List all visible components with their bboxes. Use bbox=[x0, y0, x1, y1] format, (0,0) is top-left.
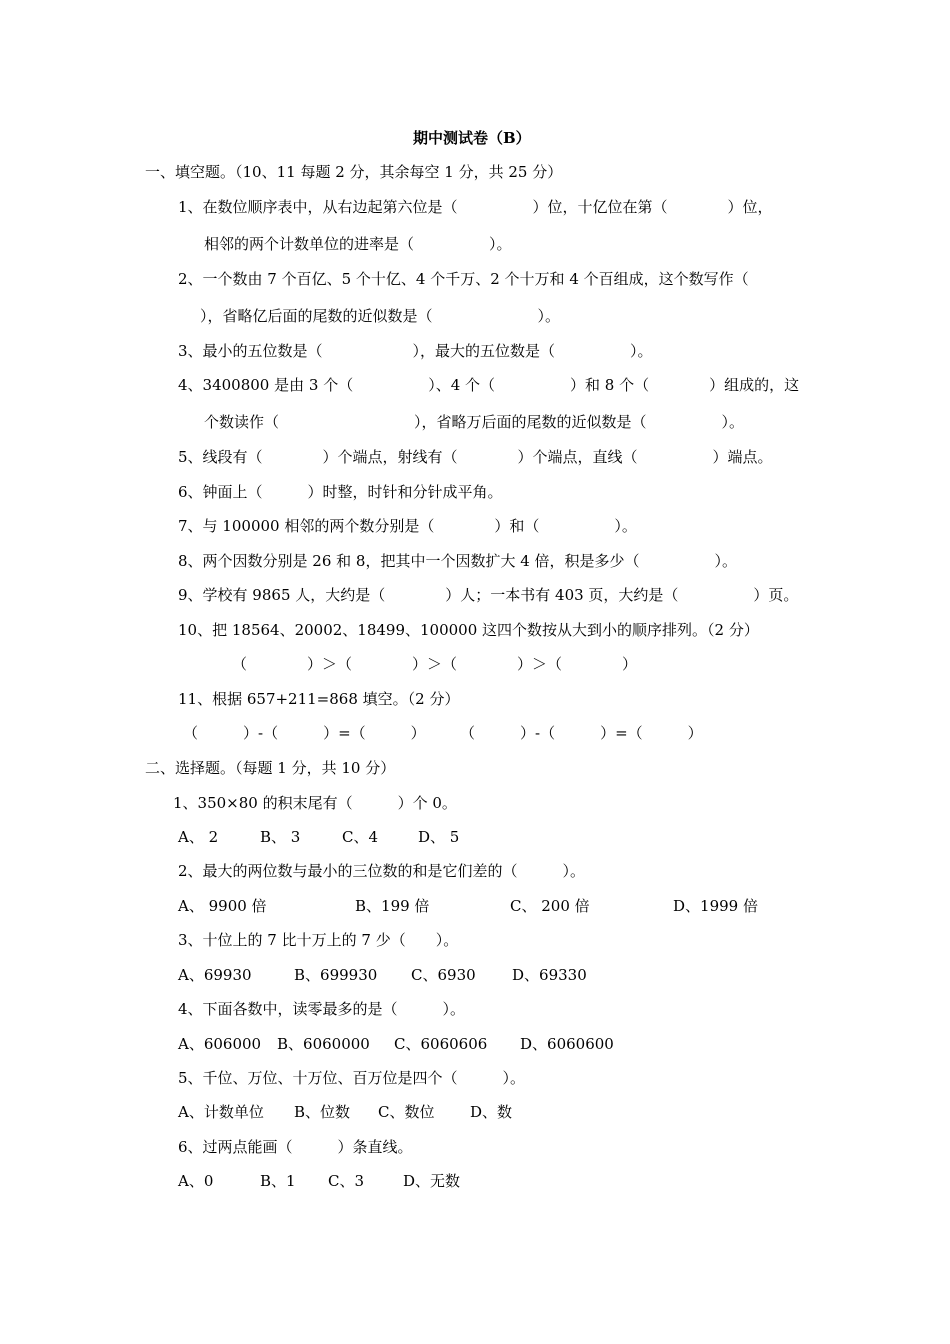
choice-q2-option-b: B、199 倍 bbox=[355, 897, 430, 915]
choice-q2-option-a: A、 9900 倍 bbox=[178, 897, 267, 915]
choice-q3-option-c: C、6930 bbox=[411, 966, 476, 984]
q11-answer-left: （ ）-（ ）=（ ） bbox=[183, 724, 426, 742]
q11-line: 11、根据 657+211=868 填空。（2 分） bbox=[178, 690, 460, 708]
q5-line: 5、线段有（ ）个端点，射线有（ ）个端点，直线（ ）端点。 bbox=[178, 448, 773, 466]
q7-line: 7、与 100000 相邻的两个数分别是（ ）和（ ）。 bbox=[178, 517, 637, 535]
q1-line-b: 相邻的两个计数单位的进率是（ ）。 bbox=[204, 235, 512, 253]
choice-q5-option-d: D、数 bbox=[470, 1103, 513, 1121]
choice-q4: 4、下面各数中，读零最多的是（ ）。 bbox=[178, 1000, 466, 1018]
choice-q6: 6、过两点能画（ ）条直线。 bbox=[178, 1138, 413, 1156]
choice-q4-option-a: A、606000 bbox=[178, 1035, 262, 1053]
choice-q3-option-d: D、69330 bbox=[512, 966, 587, 984]
q3-line: 3、最小的五位数是（ ），最大的五位数是（ ）。 bbox=[178, 342, 653, 360]
choice-q6-option-a: A、0 bbox=[178, 1172, 214, 1190]
choice-q2-option-d: D、1999 倍 bbox=[673, 897, 758, 915]
choice-q5-option-c: C、数位 bbox=[378, 1103, 435, 1121]
section1-heading: 一、填空题。（10、11 每题 2 分，其余每空 1 分，共 25 分） bbox=[145, 163, 563, 181]
choice-q5-option-a: A、计数单位 bbox=[178, 1103, 264, 1121]
page-title: 期中测试卷（B） bbox=[413, 129, 531, 147]
choice-q4-option-c: C、6060606 bbox=[394, 1035, 488, 1053]
q10-answer: （ ）＞（ ）＞（ ）＞（ ） bbox=[232, 655, 638, 673]
q2-line-b: ），省略亿后面的尾数的近似数是（ ）。 bbox=[200, 307, 561, 325]
choice-q4-option-d: D、6060600 bbox=[520, 1035, 614, 1053]
choice-q4-option-b: B、6060000 bbox=[277, 1035, 370, 1053]
q8-line: 8、两个因数分别是 26 和 8，把其中一个因数扩大 4 倍，积是多少（ ）。 bbox=[178, 552, 738, 570]
choice-q6-option-c: C、3 bbox=[328, 1172, 365, 1190]
choice-q2-option-c: C、 200 倍 bbox=[510, 897, 590, 915]
choice-q5-option-b: B、位数 bbox=[294, 1103, 351, 1121]
q11-answer-right: （ ）-（ ）=（ ） bbox=[460, 724, 703, 742]
choice-q6-option-d: D、无数 bbox=[403, 1172, 461, 1190]
choice-q2: 2、最大的两位数与最小的三位数的和是它们差的（ ）。 bbox=[178, 862, 586, 880]
choice-q1-option-d: D、 5 bbox=[418, 828, 460, 846]
choice-q3-option-a: A、69930 bbox=[178, 966, 252, 984]
q9-line: 9、学校有 9865 人，大约是（ ）人；一本书有 403 页，大约是（ ）页。 bbox=[178, 586, 799, 604]
q2-line-a: 2、一个数由 7 个百亿、5 个十亿、4 个千万、2 个十万和 4 个百组成，这个数写作（ bbox=[178, 270, 749, 288]
choice-q1-option-b: B、 3 bbox=[260, 828, 301, 846]
q10-line: 10、把 18564、20002、18499、100000 这四个数按从大到小的顺序排列。（2 分） bbox=[178, 621, 759, 639]
choice-q1-option-c: C、4 bbox=[342, 828, 379, 846]
section2-heading: 二、选择题。（每题 1 分，共 10 分） bbox=[145, 759, 396, 777]
q4-line-a: 4、3400800 是由 3 个（ ）、4 个（ ）和 8 个（ ）组成的，这 bbox=[178, 376, 800, 394]
choice-q1-option-a: A、 2 bbox=[178, 828, 219, 846]
q4-line-b: 个数读作（ ），省略万后面的尾数的近似数是（ ）。 bbox=[204, 413, 745, 431]
choice-q1: 1、350×80 的积末尾有（ ）个 0。 bbox=[173, 794, 457, 812]
choice-q5: 5、千位、万位、十万位、百万位是四个（ ）。 bbox=[178, 1069, 526, 1087]
q1-line-a: 1、在数位顺序表中，从右边起第六位是（ ）位，十亿位在第（ ）位， bbox=[178, 198, 773, 216]
choice-q3-option-b: B、699930 bbox=[294, 966, 378, 984]
choice-q6-option-b: B、1 bbox=[260, 1172, 296, 1190]
choice-q3: 3、十位上的 7 比十万上的 7 少（ ）。 bbox=[178, 931, 459, 949]
q6-line: 6、钟面上（ ）时整，时针和分针成平角。 bbox=[178, 483, 503, 501]
